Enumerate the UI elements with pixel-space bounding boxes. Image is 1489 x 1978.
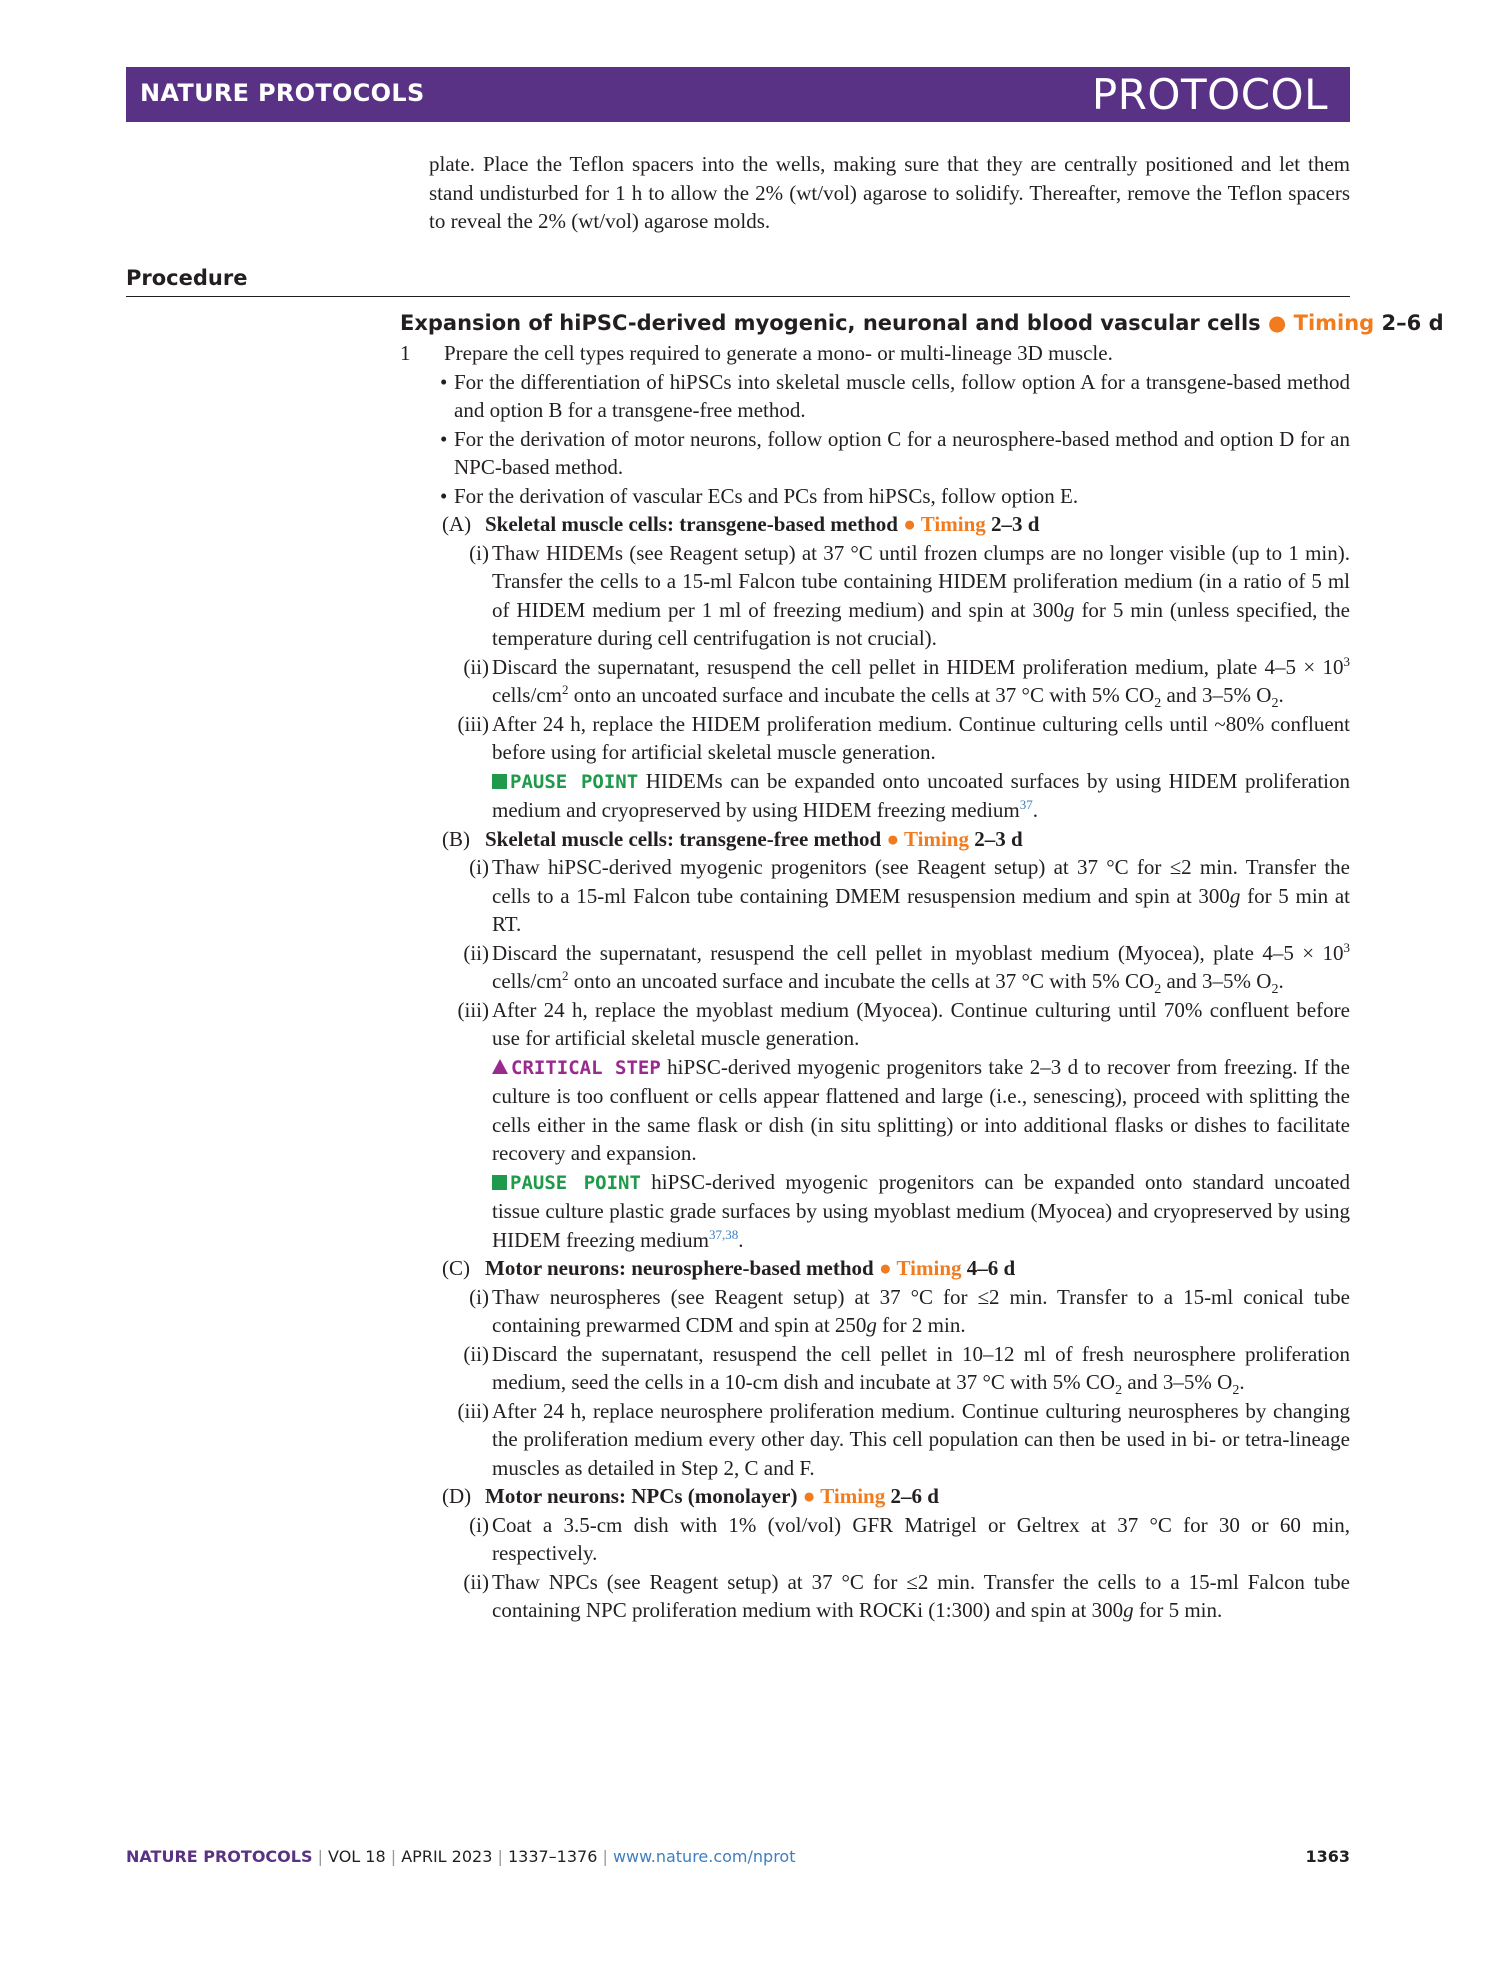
footer-pages: 1337–1376 [507,1847,598,1866]
bullet-text: For the derivation of vascular ECs and PCs from hiPSCs, follow option E. [454,483,1079,508]
substep [441,1340,1350,1397]
substep [441,1283,1350,1340]
unit-g: g [1229,883,1241,908]
subscript: 2 [1115,1383,1123,1399]
timing-value: 2–6 d [1381,311,1444,335]
substep-label: (iii) [457,1398,489,1423]
substep [441,1568,1350,1625]
substep-text: Thaw neurospheres (see Reagent setup) at 37 °C for ≤2 min. Transfer to a 15-ml conical tube containing prewarmed CDM and spin at 250 [492,1284,1350,1337]
timing-value: 2–6 d [890,1484,939,1508]
note-text: HIDEMs can be expanded onto uncoated surfaces by using HIDEM proliferation medium and cryopreserved by using HIDEM freezing medium [492,768,1350,822]
bullet-icon: • [440,483,448,508]
substep-text: for 5 min at RT. [492,883,1351,936]
timing-dot-icon: ● [802,1484,816,1508]
note-text: hiPSC-derived myogenic progenitors take 2–3 d to recover from freezing. If the culture is too confluent or cells appear flattened and large (i.e., senescing), proceed with splitting the cells either in the same flask or dish (in situ splitting) or into additional flasks or dishes to facilitate recovery and expansion. [492,1054,1350,1165]
option-label: (A) [442,512,472,536]
substep-text: Thaw NPCs (see Reagent setup) at 37 °C for ≤2 min. Transfer the cells to a 15-ml Falcon tube containing NPC proliferation medium with ROCKi (1:300) and spin at 300 [492,1569,1350,1622]
option-title: Skeletal muscle cells: transgene-free method [485,826,882,851]
pause-point-note [492,1168,1350,1255]
bullet-icon: • [440,369,448,394]
substep-label: (ii) [463,1341,489,1366]
page-footer [126,1847,1350,1869]
critical-step-label: CRITICAL STEP [511,1056,661,1079]
pause-square-icon [492,1175,507,1190]
footer-volume: VOL 18 [328,1847,386,1866]
subscript: 2 [1154,982,1162,998]
timing-dot-icon: ● [886,826,900,851]
note-text: . [738,1227,744,1252]
substep-text: Thaw hiPSC-derived myogenic progenitors (see Reagent setup) at 37 °C for ≤2 min. Transfer the cells to a 15-ml Falcon tube containing DMEM resuspension medium and spin at 300 [492,855,1350,908]
substep-text: . [1239,1370,1245,1394]
substep-label: (ii) [463,654,489,679]
subscript: 2 [1154,696,1162,712]
subsection-title: Expansion of hiPSC-derived myogenic, neuronal and blood vascular cells [400,311,1261,335]
substep-text: After 24 h, replace the myoblast medium (Myocea). Continue culturing until 70% confluent before use for artificial skeletal muscle generation. [492,997,1350,1050]
superscript: 3 [1343,939,1350,955]
substep-text: and 3–5% O [1122,1370,1233,1394]
option-title: Motor neurons: neurosphere-based method [485,1256,874,1280]
note-text: . [1032,798,1039,822]
timing-dot-icon: ● [878,1256,892,1280]
unit-g: g [1064,597,1075,622]
unit-g: g [866,1313,877,1337]
substep-text: and 3–5% O [1161,969,1272,993]
substep [441,710,1350,767]
substep-text: Discard the supernatant, resuspend the cell pellet in HIDEM proliferation medium, plate 4–5 × 10 [492,654,1344,679]
step-text: Prepare the cell types required to generate a mono- or multi-lineage 3D muscle. [444,341,1113,365]
substep [441,996,1350,1053]
substep-label: (i) [469,540,489,565]
reference-link[interactable]: 37 [1019,797,1033,812]
option-b-heading [442,825,1350,854]
option-title: Skeletal muscle cells: transgene-based method [485,512,898,536]
substep-text: After 24 h, replace neurosphere proliferation medium. Continue culturing neurospheres by changing the proliferation medium every other day. This cell population can then be used in bi- or tetra-lineage muscles as detailed in Step 2, C and F. [492,1398,1350,1480]
substep-text: cells/cm [492,969,562,993]
substep [441,539,1350,653]
footer-date: APRIL 2023 [401,1847,493,1866]
subsection-heading [400,308,1444,338]
substep [441,853,1350,939]
timing-label: Timing [820,1484,886,1508]
substep-label: (iii) [457,997,489,1022]
substep-label: (ii) [463,940,489,965]
journal-header-bar [126,67,1350,122]
page-number: 1363 [1305,1847,1350,1866]
substep-text: onto an uncoated surface and incubate the cells at 37 °C with 5% CO [568,969,1155,993]
substep-label: (i) [469,1512,489,1537]
timing-value: 4–6 d [966,1256,1016,1280]
reference-link[interactable]: 37,38 [708,1226,739,1242]
timing-label: Timing [896,1256,962,1280]
substep-text: After 24 h, replace the HIDEM proliferation medium. Continue culturing cells until ~80% confluent before using for artificial skeletal muscle generation. [492,711,1350,764]
substep-text: for 5 min (unless specified, the temperature during cell centrifugation is not crucial). [492,597,1350,650]
superscript: 2 [561,968,569,983]
substep-label: (ii) [463,1569,489,1594]
substep-text: Coat a 3.5-cm dish with 1% (vol/vol) GFR Matrigel or Geltrex at 37 °C for 30 or 60 min, respectively. [492,1512,1350,1565]
option-title: Motor neurons: NPCs (monolayer) [485,1484,798,1508]
journal-name: NATURE PROTOCOLS [140,79,425,107]
substep-text: Discard the supernatant, resuspend the cell pellet in 10–12 ml of fresh neurosphere proliferation medium, seed the cells in a 10-cm dish and incubate at 37 °C with 5% CO [492,1341,1350,1394]
note-text: hiPSC-derived myogenic progenitors can be expanded onto standard uncoated tissue culture plastic grade surfaces by using myoblast medium (Myocea) and cryopreserved by using HIDEM freezing medium [492,1169,1350,1252]
substep-label: (iii) [457,711,489,736]
substep-text: for 2 min. [876,1313,966,1337]
substep [441,1511,1350,1568]
procedure-body [400,308,1444,1625]
bullet-text: For the derivation of motor neurons, follow option C for a neurosphere-based method and option D for an NPC-based method. [454,426,1350,479]
pause-square-icon [492,774,507,789]
article-type: PROTOCOL [1091,70,1328,119]
footer-journal: NATURE PROTOCOLS [126,1847,313,1866]
timing-value: 2–3 d [974,826,1023,851]
footer-url-link[interactable]: www.nature.com/nprot [612,1847,796,1866]
option-d-heading [442,1482,1350,1511]
footer-separator: | [385,1847,402,1866]
critical-step-note [492,1053,1350,1168]
list-item [440,482,1350,511]
footer-citation [126,1847,796,1866]
substep-label: (i) [469,1284,489,1309]
subscript: 2 [1232,1383,1240,1399]
step-number: 1 [400,341,411,365]
substep [441,1397,1350,1483]
substep [441,653,1350,710]
pause-point-label: PAUSE POINT [510,770,639,793]
substep-text: . [1278,683,1284,707]
footer-separator: | [312,1847,329,1866]
option-label: (D) [442,1484,472,1508]
pause-point-label: PAUSE POINT [510,1171,641,1194]
timing-value: 2–3 d [991,512,1040,536]
unit-g: g [1123,1598,1134,1622]
substep-label: (i) [469,855,489,879]
pause-point-note [492,767,1350,825]
timing-label: Timing [904,826,969,851]
substep-text: . [1278,969,1284,993]
subscript: 2 [1271,696,1279,712]
section-heading: Procedure [126,266,1350,297]
superscript: 3 [1343,653,1350,669]
substep [441,939,1350,996]
list-item [440,425,1350,482]
step-1 [400,339,1350,368]
timing-label: Timing [1293,311,1375,335]
option-label: (B) [442,826,470,851]
substep-text: Discard the supernatant, resuspend the cell pellet in myoblast medium (Myocea), plate 4–5 × 10 [492,940,1344,965]
bullet-text: For the differentiation of hiPSCs into skeletal muscle cells, follow option A for a transgene-based method and option B for a transgene-free method. [454,369,1350,422]
option-a-heading [442,510,1350,539]
timing-dot-icon: ● [903,512,916,536]
critical-triangle-icon [492,1059,508,1074]
substep-text: and 3–5% O [1161,683,1272,707]
superscript: 2 [561,682,569,697]
subscript: 2 [1271,982,1279,998]
footer-separator: | [492,1847,508,1866]
footer-separator: | [597,1847,613,1866]
substep-text: cells/cm [492,683,562,707]
substep-text: for 5 min. [1133,1598,1223,1622]
timing-label: Timing [920,512,986,536]
option-label: (C) [442,1256,470,1280]
list-item [440,368,1350,425]
substep-text: Thaw HIDEMs (see Reagent setup) at 37 °C until frozen clumps are no longer visible (up to 1 min). Transfer the cells to a 15-ml Falcon tube containing HIDEM proliferation medium (in a ratio of 5 ml of HIDEM medium per 1 ml of freezing medium) and spin at 300 [492,540,1350,622]
timing-dot-icon: ● [1267,311,1287,335]
substep-text: onto an uncoated surface and incubate the cells at 37 °C with 5% CO [568,683,1155,707]
option-c-heading [442,1254,1350,1283]
intro-paragraph: plate. Place the Teflon spacers into the wells, making sure that they are centrally positioned and let them stand undisturbed for 1 h to allow the 2% (wt/vol) agarose to solidify. Thereafter, remove the Teflon spacers to reveal the 2% (wt/vol) agarose molds. [429,152,1350,233]
bullet-icon: • [440,426,448,451]
